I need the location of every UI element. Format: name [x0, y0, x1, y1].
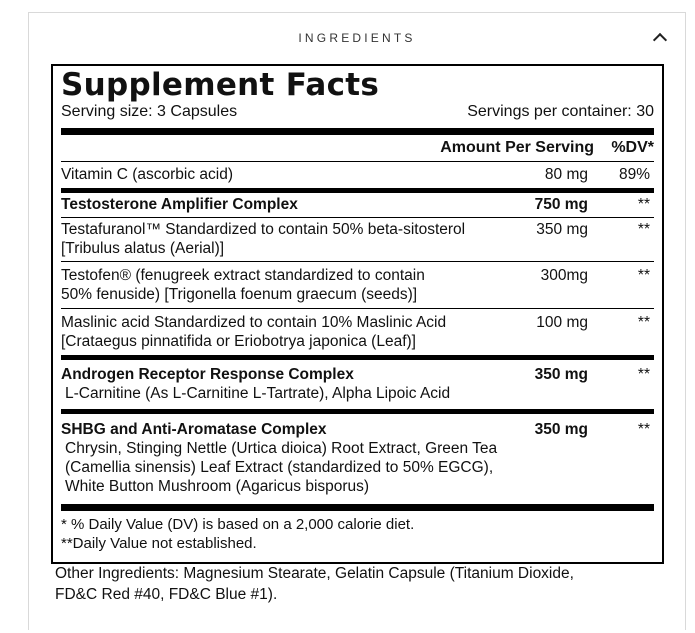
ingredients-panel [28, 12, 686, 630]
ingredient-line: [Crataegus pinnatifida or Eriobotrya japonica (Leaf)] [61, 333, 416, 350]
ingredient-name [61, 365, 502, 403]
ingredient-line: [Tribulus alatus (Aerial)] [61, 240, 225, 257]
ingredient-amount: 350 mg [534, 366, 588, 383]
ingredient-line: 50% fenuside) [Trigonella foenum graecum (seeds)] [61, 286, 418, 303]
serving-size: Serving size: 3 Capsules [61, 103, 238, 120]
ingredient-name [61, 266, 502, 304]
ingredient-amount: 80 mg [544, 166, 588, 183]
footnotes [61, 515, 654, 553]
complex-ingredients: Chrysin, Stinging Nettle (Urtica dioica) Root Extract, Green Tea [65, 440, 498, 457]
ingredient-dv: ** [637, 366, 650, 383]
ingredient-name: Vitamin C (ascorbic acid) [61, 166, 233, 183]
table-row [61, 193, 654, 217]
ingredient-name: Testosterone Amplifier Complex [61, 196, 298, 213]
other-ingredients-line: FD&C Red #40, FD&C Blue #1). [55, 586, 278, 603]
ingredient-line: Testafuranol™ Standardized to contain 50% beta-sitosterol [61, 221, 466, 238]
ingredient-dv: ** [637, 267, 650, 284]
table-row [61, 262, 654, 308]
ingredient-dv: 89% [618, 166, 650, 183]
table-row [61, 309, 654, 355]
supplement-facts-label [51, 64, 664, 564]
other-ingredients-line: Other Ingredients: Magnesium Stearate, Gelatin Capsule (Titanium Dioxide, [55, 565, 574, 582]
ingredient-name [61, 420, 502, 496]
ingredient-line: Maslinic acid Standardized to contain 10% Maslinic Acid [61, 314, 447, 331]
ingredient-amount: 300mg [540, 267, 588, 284]
serving-info [61, 102, 654, 122]
dv-header: %DV* [611, 139, 654, 156]
ingredient-amount: 100 mg [536, 314, 588, 331]
complex-ingredients: L-Carnitine (As L-Carnitine L-Tartrate), Alpha Lipoic Acid [65, 385, 451, 402]
complex-ingredients: White Button Mushroom (Agaricus bisporus) [65, 478, 370, 495]
other-ingredients [55, 563, 615, 605]
ingredient-line: Testofen® (fenugreek extract standardized to contain [61, 267, 425, 284]
footnote-dv: * % Daily Value (DV) is based on a 2,000 calorie diet. [61, 516, 415, 533]
divider [61, 504, 654, 511]
ingredient-dv: ** [637, 221, 650, 238]
ingredient-amount: 750 mg [534, 196, 588, 213]
facts-title: Supplement Facts [61, 67, 380, 103]
servings-per-container: Servings per container: 30 [467, 103, 654, 120]
amount-header: Amount Per Serving [440, 139, 594, 156]
table-row [61, 360, 654, 409]
ingredient-name [61, 220, 502, 258]
ingredient-dv: ** [637, 196, 650, 213]
column-header [61, 135, 654, 161]
divider [61, 128, 654, 135]
ingredient-amount: 350 mg [536, 221, 588, 238]
ingredient-amount: 350 mg [534, 421, 588, 438]
table-row [61, 162, 654, 188]
ingredient-dv: ** [637, 314, 650, 331]
complex-name: SHBG and Anti-Aromatase Complex [61, 421, 327, 438]
table-row [61, 414, 654, 502]
section-title[interactable]: INGREDIENTS [298, 31, 416, 45]
complex-ingredients: (Camellia sinensis) Leaf Extract (standardized to 50% EGCG), [65, 459, 494, 476]
table-row [61, 218, 654, 261]
ingredient-name [61, 313, 502, 351]
footnote-not-established: **Daily Value not established. [61, 535, 257, 552]
complex-name: Androgen Receptor Response Complex [61, 366, 354, 383]
ingredient-dv: ** [637, 421, 650, 438]
